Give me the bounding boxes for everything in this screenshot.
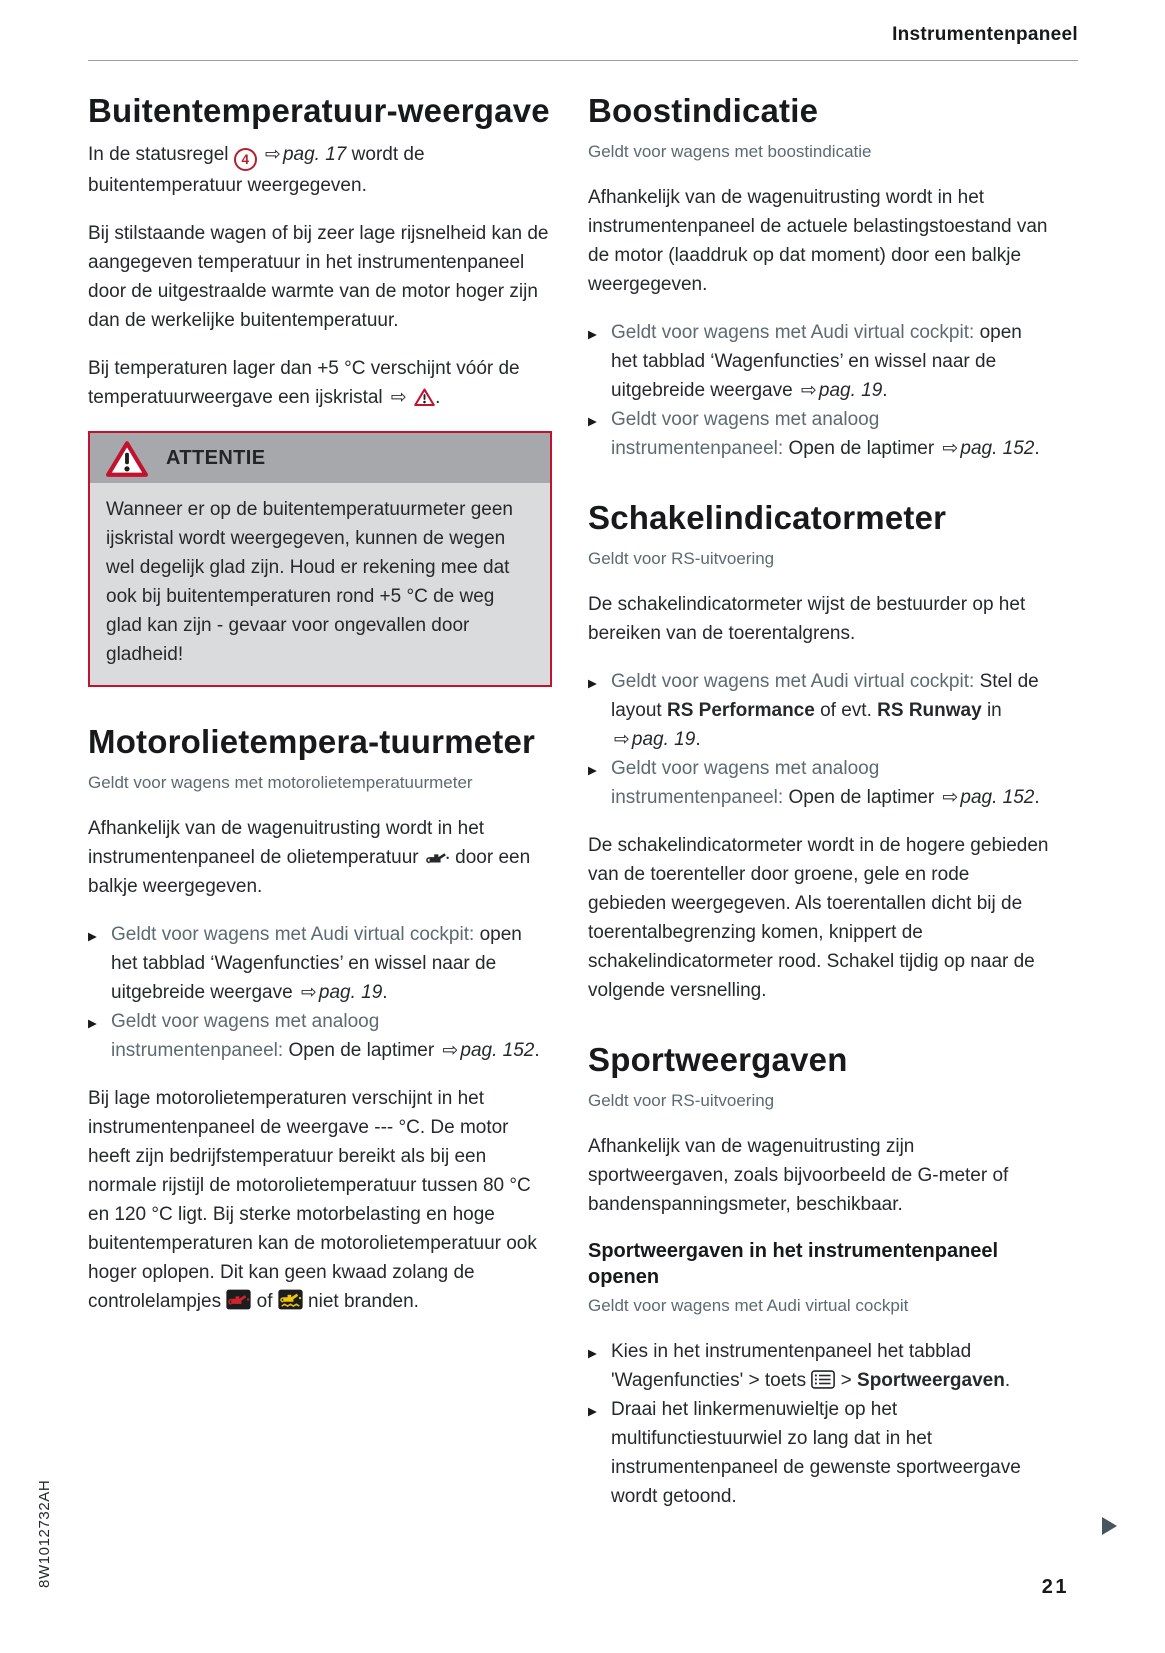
menu-key-icon	[811, 1370, 835, 1391]
paragraph: Bij temperaturen lager dan +5 °C verschijnt vóór de temperatuurweergave een ijskristal ⇨ .	[88, 358, 520, 409]
ref-arrow-icon: ⇨	[390, 387, 407, 409]
right-column	[588, 76, 1050, 1530]
oil-level-lamp-icon	[278, 1291, 303, 1312]
ref-arrow-icon: ⇨	[800, 380, 817, 401]
bullet-triangle-icon	[588, 318, 597, 350]
list-item	[588, 318, 1050, 405]
paragraph: De schakelindicatormeter wijst de bestuurder op het bereiken van de toerentalgrens.	[588, 594, 1026, 644]
section-title-boostindicatie: Boostindicatie	[588, 92, 819, 129]
sub-section-note: Geldt voor wagens met Audi virtual cockpit	[588, 1296, 909, 1315]
list-item	[88, 920, 552, 1007]
list-item	[88, 1007, 552, 1065]
paragraph: Afhankelijk van de wagenuitrusting zijn sportweergaven, zoals bijvoorbeeld de G-meter of bandenspanningsmeter, beschikbaar.	[588, 1136, 1009, 1215]
document-code-vertical: 8W1012732AH	[36, 1479, 53, 1588]
bullet-triangle-icon	[588, 1395, 597, 1427]
warning-triangle-icon	[414, 387, 435, 408]
list-item	[588, 754, 1050, 812]
page-number: 21	[1041, 1576, 1069, 1598]
circled-4-icon: 4	[234, 148, 257, 171]
list-item	[588, 1337, 1050, 1395]
ref-arrow-icon: ⇨	[442, 1040, 459, 1062]
warning-triangle-icon	[106, 440, 148, 477]
attention-box	[88, 431, 552, 687]
list-item-text: Geldt voor wagens met Audi virtual cockpit: open het tabblad ‘Wagenfuncties’ en wissel naar de uitgebreide weergave ⇨ pag. 19.	[111, 924, 522, 1004]
bullet-triangle-icon	[588, 1337, 597, 1369]
list-item	[588, 1395, 1050, 1511]
section-subtitle: Geldt voor RS-uitvoering	[588, 549, 775, 568]
section-title-motorolietemperatuurmeter: Motorolietempera-tuurmeter	[88, 723, 536, 761]
paragraph: Afhankelijk van de wagenuitrusting wordt in het instrumentenpaneel de actuele belastingstoestand van de motor (laaddruk op dat moment) door een balkje weergegeven.	[588, 187, 1048, 295]
bullet-triangle-icon	[588, 405, 597, 437]
bullet-list	[588, 667, 1050, 812]
section-title-sportweergaven: Sportweergaven	[588, 1041, 848, 1078]
list-item-text: Geldt voor wagens met analoog instrumentenpaneel: Open de laptimer ⇨ pag. 152.	[611, 409, 1040, 459]
attention-box-title: ATTENTIE	[166, 446, 266, 469]
chapter-header: Instrumentenpaneel	[892, 24, 1078, 45]
list-item-text: Geldt voor wagens met Audi virtual cockpit: Stel de layout RS Performance of evt. RS Runway in ⇨ pag. 19.	[611, 671, 1039, 750]
bullet-list	[88, 920, 552, 1065]
list-item	[588, 667, 1050, 754]
bullet-list	[588, 318, 1050, 463]
bullet-triangle-icon	[88, 1007, 97, 1039]
ref-arrow-icon: ⇨	[300, 982, 317, 1004]
list-item-text: Geldt voor wagens met analoog instrumentenpaneel: Open de laptimer ⇨ pag. 152.	[611, 758, 1040, 808]
oil-can-icon	[424, 847, 450, 868]
section-title-schakelindicatormeter: Schakelindicatormeter	[588, 499, 947, 536]
list-item-text: Draai het linkermenuwieltje op het multifunctiestuurwiel zo lang dat in het instrumentenpaneel de gewenste sportweergave wordt getoond.	[611, 1399, 1021, 1507]
bullet-triangle-icon	[88, 920, 97, 952]
bullet-list	[588, 1337, 1050, 1511]
paragraph: De schakelindicatormeter wordt in de hogere gebieden van de toerenteller door groene, gele en rode gebieden weergegeven. Als toerentallen dicht bij de toerentalbegrenzing komen, knippert de schakelindicatormeter rood. Schakel tijdig op naar de volgende versnelling.	[588, 835, 1049, 1001]
ref-arrow-icon: ⇨	[614, 729, 630, 750]
sub-section-title: Sportweergaven in het instrumentenpaneel openen	[588, 1240, 999, 1288]
attention-box-header	[90, 433, 550, 483]
ref-arrow-icon: ⇨	[942, 787, 959, 808]
bullet-triangle-icon	[588, 754, 597, 786]
list-item	[588, 405, 1050, 463]
list-item-text: Geldt voor wagens met Audi virtual cockpit: open het tabblad ‘Wagenfuncties’ en wissel naar de uitgebreide weergave ⇨ pag. 19.	[611, 322, 1022, 401]
ref-arrow-icon: ⇨	[265, 144, 281, 165]
ref-arrow-icon: ⇨	[942, 438, 959, 459]
section-subtitle: Geldt voor RS-uitvoering	[588, 1091, 775, 1110]
section-subtitle: Geldt voor wagens met motorolietemperatuurmeter	[88, 773, 473, 793]
continuation-arrow-icon	[1102, 1517, 1117, 1535]
paragraph: Afhankelijk van de wagenuitrusting wordt in het instrumentenpaneel de olietemperatuur door een balkje weergegeven.	[88, 818, 531, 898]
header-rule	[88, 60, 1078, 61]
left-column	[88, 76, 552, 1530]
bullet-triangle-icon	[588, 667, 597, 699]
oil-pressure-lamp-icon	[226, 1291, 251, 1312]
section-title-buitentemperatuur: Buitentemperatuur-weergave	[88, 92, 550, 129]
attention-box-body: Wanneer er op de buitentemperatuurmeter geen ijskristal wordt weergegeven, kunnen de wegen wel degelijk glad zijn. Houd er rekening mee dat ook bij buitentemperaturen rond +5 °C de weg glad kan zijn - gevaar voor ongevallen door gladheid!	[90, 483, 550, 685]
list-item-text: Geldt voor wagens met analoog instrumentenpaneel: Open de laptimer ⇨ pag. 152.	[111, 1011, 540, 1062]
paragraph: Bij lage motorolietemperaturen verschijnt in het instrumentenpaneel de weergave --- °C. De motor heeft zijn bedrijfstemperatuur bereikt als bij een normale rijstijl de motorolietemperatuur tussen 80 °C en 120 °C ligt. Bij sterke motorbelasting en hoge buitentemperaturen kan de motorolietemperatuur ook hoger oplopen. Dit kan geen kwaad zolang de controlelampjes of niet branden.	[88, 1088, 537, 1313]
paragraph: Bij stilstaande wagen of bij zeer lage rijsnelheid kan de aangegeven temperatuur in het instrumentenpaneel door de uitgestraalde warmte van de motor hoger zijn dan de werkelijke buitentemperatuur.	[88, 223, 549, 332]
list-item-text: Kies in het instrumentenpaneel het tabblad 'Wagenfuncties' > toets > Sportweergaven.	[611, 1341, 1011, 1391]
paragraph: In de statusregel 4 ⇨ pag. 17 wordt de buitentemperatuur weergegeven.	[88, 144, 425, 197]
warning-triangle-icon	[106, 440, 148, 477]
content-columns	[88, 76, 1078, 1530]
section-subtitle: Geldt voor wagens met boostindicatie	[588, 142, 872, 161]
